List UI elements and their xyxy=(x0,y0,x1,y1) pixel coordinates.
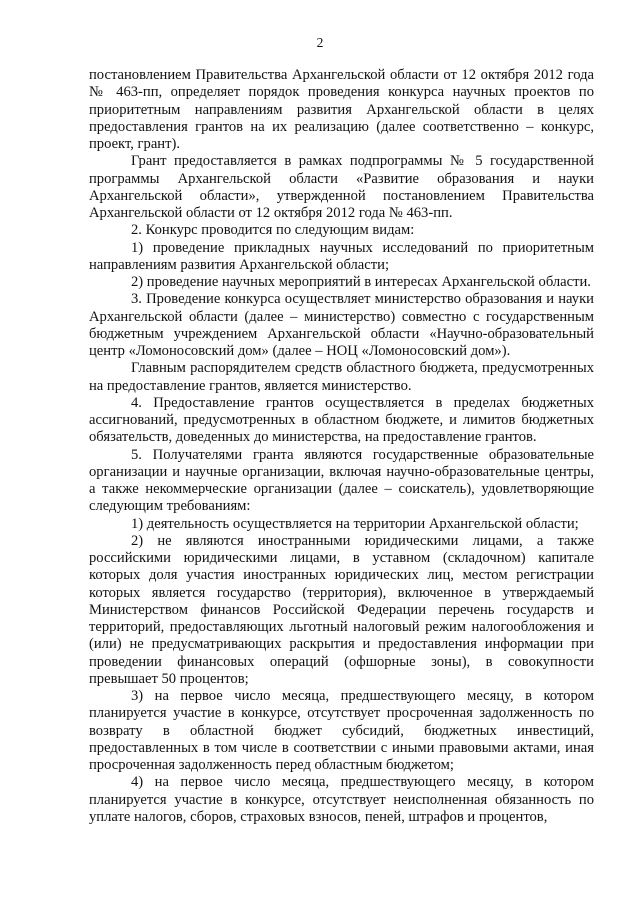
list-item: 4) на первое число месяца, предшествующего месяцу, в котором планируется участие в конкурсе, отсутствует неисполненная обязанность по уплате налогов, сборов, страховых взносов, пеней, штрафов и процентов, xyxy=(89,774,594,825)
list-item: 3) на первое число месяца, предшествующего месяцу, в котором планируется участие в конкурсе, отсутствует просроченная задолженность по возврату в областной бюджет субсидий, бюджетных инвестиций, предоставленных в том числе в соответствии с иными правовыми актами, иная просроченная задолженность перед областным бюджетом; xyxy=(89,688,594,773)
list-item: 1) проведение прикладных научных исследований по приоритетным направлениям развития Архангельской области; xyxy=(89,239,594,273)
paragraph: 2. Конкурс проводится по следующим видам: xyxy=(131,222,415,239)
list-item: 1) деятельность осуществляется на территории Архангельской области; xyxy=(131,515,579,532)
paragraph: Главным распорядителем средств областного бюджета, предусмотренных на предоставление грантов, является министерство. xyxy=(89,360,594,394)
list-item: 2) проведение научных мероприятий в интересах Архангельской области. xyxy=(131,274,591,290)
paragraph: 5. Получателями гранта являются государственные образовательные организации и научные организации, включая научно-образовательные центры, а также некоммерческие организации (далее – соискатель), удовлетворяющие следующим требованиям: xyxy=(89,446,594,515)
paragraph: 4. Предоставление грантов осуществляется в пределах бюджетных ассигнований, предусмотренных в областном бюджете, и лимитов бюджетных обязательств, доведенных до министерства, на предоставление грантов. xyxy=(89,394,594,446)
paragraph: постановлением Правительства Архангельской области от 12 октября 2012 года № 463-пп, определяет порядок проведения конкурса научных проектов по приоритетным направлениям развития Архангельской области в целях предоставления грантов на их реализацию (далее соответственно – конкурс, проект, грант). xyxy=(89,67,594,152)
paragraph: 3. Проведение конкурса осуществляет министерство образования и науки Архангельской области (далее – министерство) совместно с государственным бюджетным учреждением Архангельской области «Научно-образовательный центр «Ломоносовский дом» (далее – НОЦ «Ломоносовский дом»). xyxy=(89,291,594,359)
document-body xyxy=(89,67,594,826)
page-number: 2 xyxy=(316,35,324,50)
paragraph: Грант предоставляется в рамках подпрограммы № 5 государственной программы Архангельской области «Развитие образования и науки Архангельской области», утвержденной постановлением Правительства Архангельской области от 12 октября 2012 года № 463-пп. xyxy=(89,153,594,221)
list-item: 2) не являются иностранными юридическими лицами, а также российскими юридическими лицами, в уставном (складочном) капитале которых доля участия иностранных юридических лиц, местом регистрации которых является государство (территория), включенное в утверждаемый Министерством финансов Российской Федерации перечень государств и территорий, предоставляющих льготный налоговый режим налогообложения и (или) не предусматривающих раскрытия и предоставления информации при проведении финансовых операций (офшорные зоны), в совокупности превышает 50 процентов; xyxy=(89,532,594,687)
